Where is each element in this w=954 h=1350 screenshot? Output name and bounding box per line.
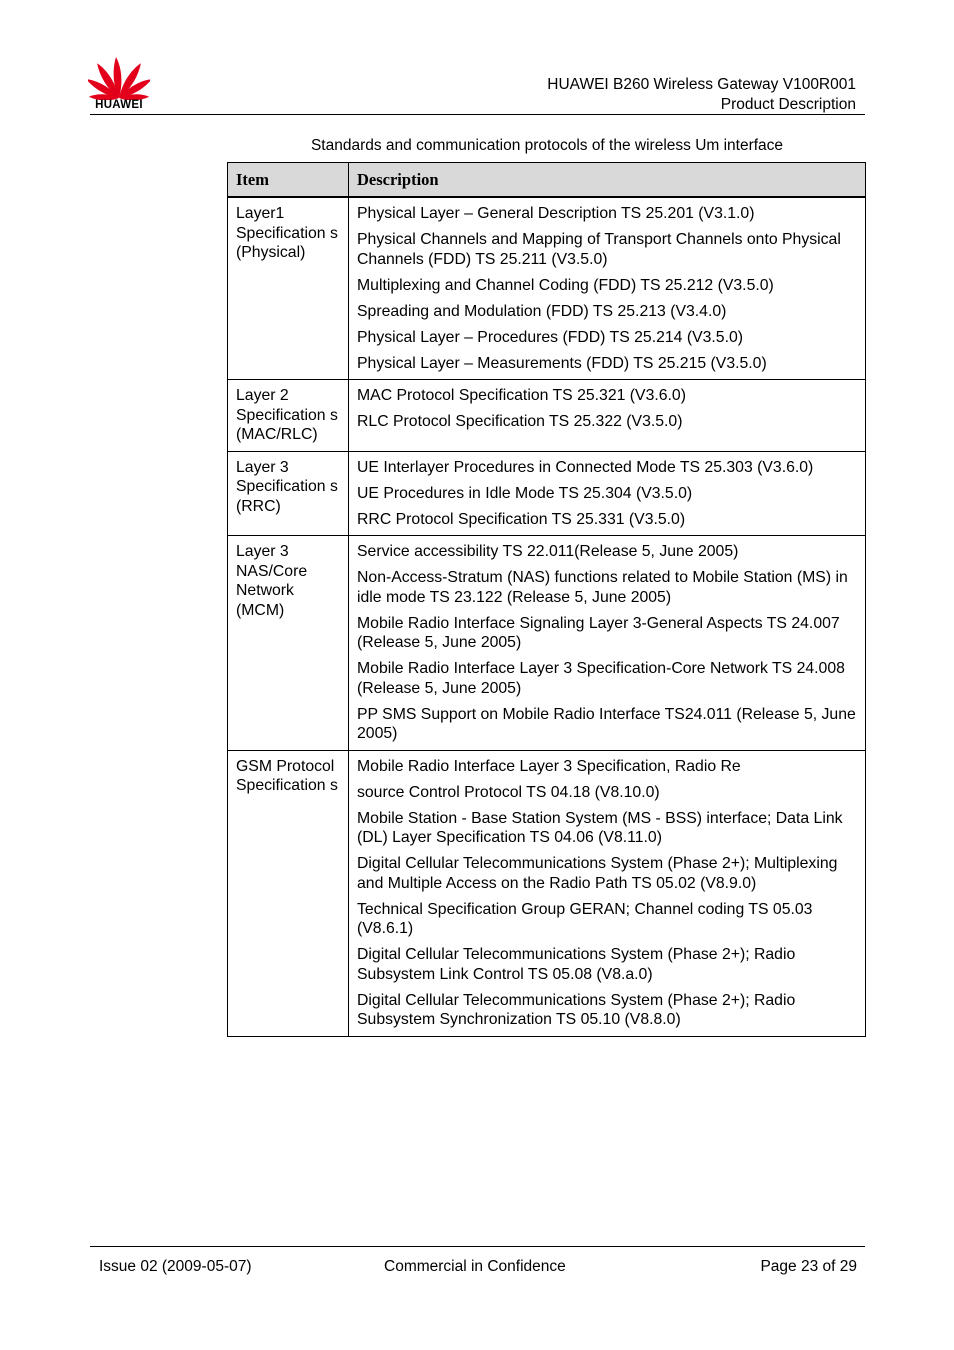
description-line: Physical Layer – General Description TS 25.201 (V3.1.0) xyxy=(357,205,755,222)
description-line: UE Procedures in Idle Mode TS 25.304 (V3.5.0) xyxy=(357,484,693,502)
description-line: Non-Access-Stratum (NAS) functions related to Mobile Station (MS) in idle mode TS 23.122 (Release 5, June 2005) xyxy=(357,569,848,606)
description-line: Physical Layer – Procedures (FDD) TS 25.214 (V3.5.0) xyxy=(357,328,744,346)
huawei-flower-icon xyxy=(88,54,150,100)
row-description xyxy=(349,750,866,1036)
description-line: Mobile Radio Interface Layer 3 Specification, Radio Re xyxy=(357,757,741,775)
description-line: Mobile Radio Interface Layer 3 Specification-Core Network TS 24.008 (Release 5, June 2005) xyxy=(357,660,845,697)
header-divider xyxy=(90,114,865,115)
protocol-table xyxy=(227,162,866,1037)
description-line: Physical Layer – Measurements (FDD) TS 25.215 (V3.5.0) xyxy=(357,354,767,372)
footer-issue: Issue 02 (2009-05-07) xyxy=(99,1258,252,1275)
row-item-label: Layer1 Specification s (Physical) xyxy=(228,197,349,380)
table-row xyxy=(228,451,866,536)
description-line: Service accessibility TS 22.011(Release 5, June 2005) xyxy=(357,543,739,560)
description-line: MAC Protocol Specification TS 25.321 (V3.6.0) xyxy=(357,387,686,404)
description-line: Physical Channels and Mapping of Transport Channels onto Physical Channels (FDD) TS 25.211 (V3.5.0) xyxy=(357,231,841,268)
row-description xyxy=(349,451,866,536)
logo-wordmark: HUAWEI xyxy=(95,99,143,111)
description-line: Digital Cellular Telecommunications System (Phase 2+); Radio Subsystem Synchronization TS 05.10 (V8.8.0) xyxy=(357,991,796,1028)
table-caption: Standards and communication protocols of the wireless Um interface xyxy=(310,137,784,154)
description-line: UE Interlayer Procedures in Connected Mode TS 25.303 (V3.6.0) xyxy=(357,458,814,476)
row-description xyxy=(349,380,866,452)
row-item-label: GSM Protocol Specification s xyxy=(228,750,349,1036)
row-item-label: Layer 3 Specification s (RRC) xyxy=(228,451,349,536)
description-line: Digital Cellular Telecommunications System (Phase 2+); Multiplexing and Multiple Access on the Radio Path TS 05.02 (V8.9.0) xyxy=(357,855,838,892)
running-header xyxy=(547,75,856,115)
description-line: Technical Specification Group GERAN; Channel coding TS 05.03 (V8.6.1) xyxy=(357,900,813,937)
description-line: Spreading and Modulation (FDD) TS 25.213 (V3.4.0) xyxy=(357,302,727,320)
footer-divider xyxy=(90,1246,865,1247)
description-line: RRC Protocol Specification TS 25.331 (V3.5.0) xyxy=(357,510,686,528)
table-row xyxy=(228,197,866,380)
footer-confidentiality: Commercial in Confidence xyxy=(384,1258,566,1275)
column-header-item: Item xyxy=(228,163,349,198)
footer-page-number: Page 23 of 29 xyxy=(760,1258,857,1275)
table-header-row xyxy=(228,163,866,198)
description-line: Multiplexing and Channel Coding (FDD) TS 25.212 (V3.5.0) xyxy=(357,276,774,294)
table-row xyxy=(228,380,866,452)
description-line: RLC Protocol Specification TS 25.322 (V3.5.0) xyxy=(357,413,683,430)
description-line: source Control Protocol TS 04.18 (V8.10.0) xyxy=(357,783,660,801)
description-line: Digital Cellular Telecommunications System (Phase 2+); Radio Subsystem Link Control TS 05.08 (V8.a.0) xyxy=(357,946,796,983)
description-line: Mobile Station - Base Station System (MS - BSS) interface; Data Link (DL) Layer Specification TS 04.06 (V8.11.0) xyxy=(357,809,843,846)
table-row xyxy=(228,750,866,1036)
table-row xyxy=(228,536,866,751)
row-description xyxy=(349,197,866,380)
row-description xyxy=(349,536,866,751)
column-header-description: Description xyxy=(349,163,866,198)
description-line: PP SMS Support on Mobile Radio Interface TS24.011 (Release 5, June 2005) xyxy=(357,705,856,742)
document-type: Product Description xyxy=(720,96,856,113)
row-item-label: Layer 2 Specification s (MAC/RLC) xyxy=(228,380,349,452)
product-line: HUAWEI B260 Wireless Gateway V100R001 xyxy=(547,76,856,93)
row-item-label: Layer 3 NAS/Core Network (MCM) xyxy=(228,536,349,751)
huawei-logo xyxy=(88,54,150,116)
description-line: Mobile Radio Interface Signaling Layer 3-General Aspects TS 24.007 (Release 5, June 2005) xyxy=(357,614,840,651)
